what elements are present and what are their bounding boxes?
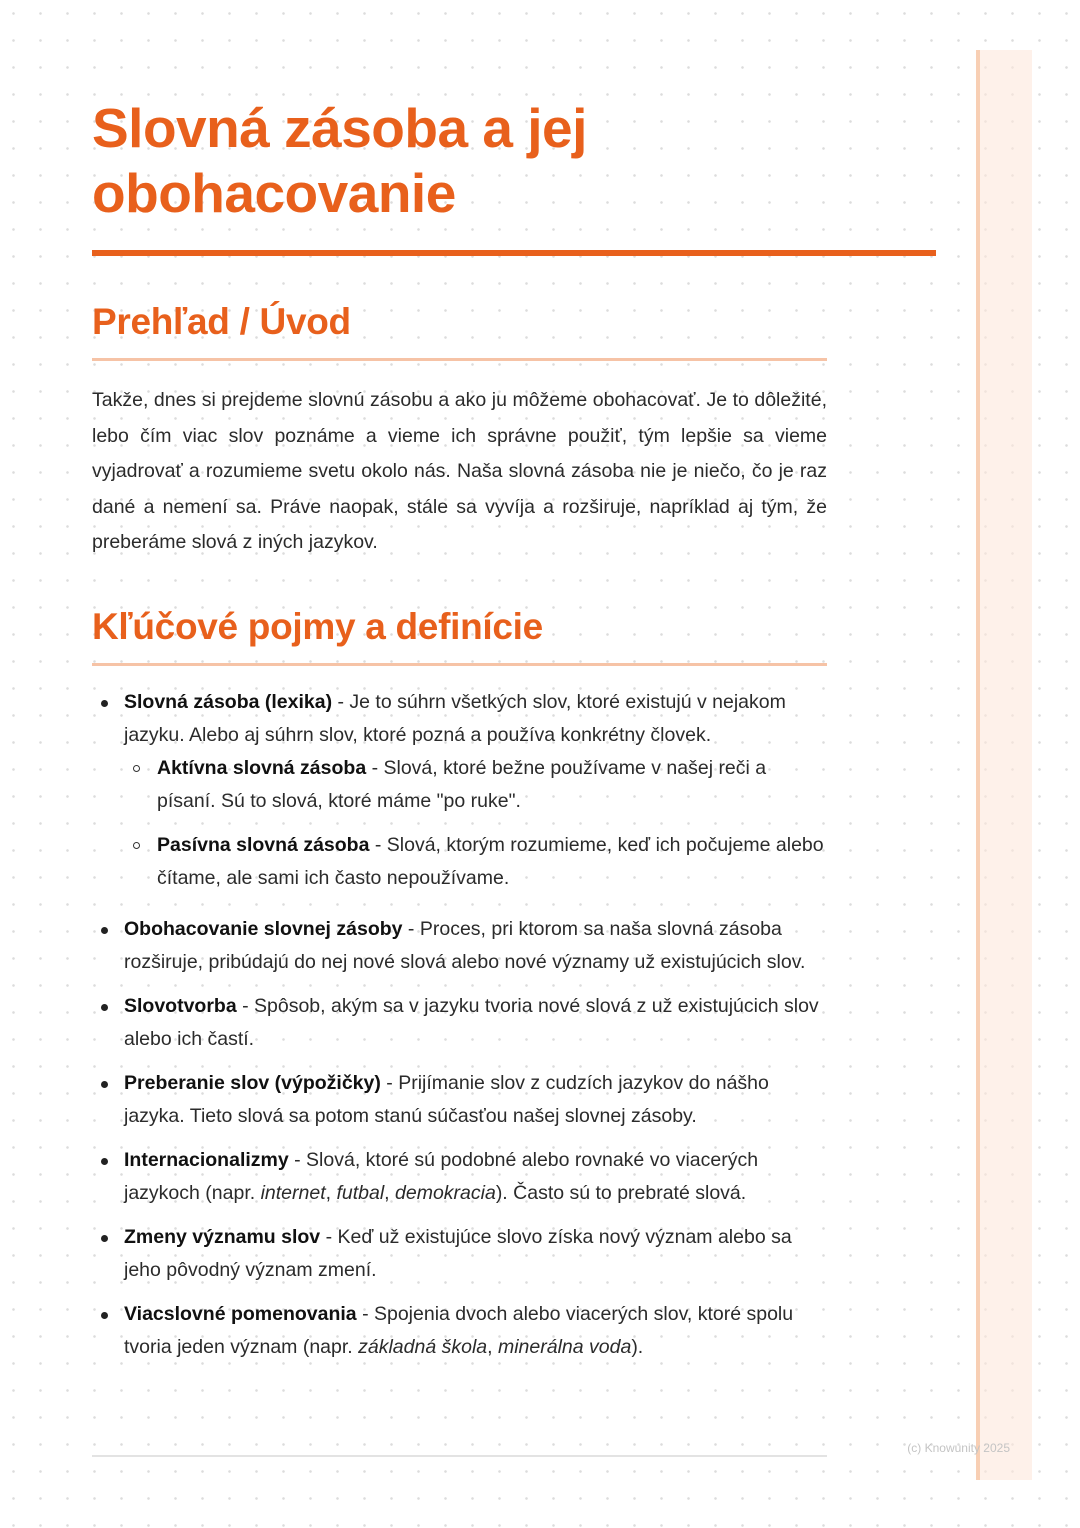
- separator: ,: [325, 1181, 337, 1204]
- overview-text: Takže, dnes si prejdeme slovnú zásobu a ako ju môžeme obohacovať. Je to dôležité, lebo čím viac slov poznáme a vieme ich správne použiť, tým lepšie sa vieme vyjadrovať a rozumieme svetu okolo nás. Naša slovná zásoba nie je niečo, čo je raz dané a nemení sa. Práve naopak, stále sa vyvíja a rozširuje, napríklad aj tým, že preberáme slová z iných jazykov.: [92, 389, 827, 553]
- term-name: Aktívna slovná zásoba: [157, 756, 367, 779]
- term-name: Viacslovné pomenovania: [124, 1302, 357, 1325]
- side-margin-strip: [976, 50, 1032, 1480]
- example-word: demokracia: [395, 1181, 496, 1204]
- term-definition: - Spojenia dvoch alebo viacerých slov, ktoré spolu tvoria jeden význam (napr.: [124, 1302, 794, 1358]
- term-name: Pasívna slovná zásoba: [157, 833, 370, 856]
- example-word: základná škola: [358, 1335, 488, 1358]
- list-item: [92, 1298, 827, 1364]
- list-item: [92, 1144, 827, 1210]
- example-word: internet: [260, 1181, 326, 1204]
- overview-divider: [92, 358, 827, 361]
- term-name: Obohacovanie slovnej zásoby: [124, 917, 403, 940]
- footer-divider: [92, 1455, 827, 1457]
- term-definition: - Je to súhrn všetkých slov, ktoré existujú v nejakom jazyku. Alebo aj súhrn slov, ktoré pozná a používa konkrétny človek.: [124, 690, 786, 746]
- term-definition: - Slová, ktorým rozumieme, keď ich počujeme alebo čítame, ale sami ich často nepoužívame.: [157, 833, 824, 889]
- sub-list-item: [124, 829, 827, 895]
- overview-heading: Prehľad / Úvod: [92, 301, 351, 342]
- list-item: [92, 1067, 827, 1133]
- sub-list: [124, 752, 827, 895]
- terms-heading: Kľúčové pojmy a definície: [92, 605, 543, 647]
- title-divider: [92, 250, 936, 256]
- term-definition: - Slová, ktoré bežne používame v našej reči a písaní. Sú to slová, ktoré máme "po ruke".: [157, 756, 767, 812]
- terms-divider: [92, 663, 827, 666]
- example-word: minerálna voda: [497, 1335, 632, 1358]
- term-definition: - Prijímanie slov z cudzích jazykov do nášho jazyka. Tieto slová sa potom stanú súčasťou našej slovnej zásoby.: [124, 1071, 769, 1127]
- term-name: Internacionalizmy: [124, 1148, 289, 1171]
- list-item: [92, 1221, 827, 1287]
- terms-list: [92, 686, 827, 1364]
- term-name: Slovotvorba: [124, 994, 237, 1017]
- term-definition: - Proces, pri ktorom sa naša slovná zásoba rozširuje, pribúdajú do nej nové slová alebo nové významy už existujúcich slov.: [124, 917, 806, 973]
- list-item: [92, 990, 827, 1056]
- document-body: [92, 96, 936, 1375]
- sub-list-item: [124, 752, 827, 818]
- term-definition-end: ).: [631, 1335, 644, 1358]
- term-name: Preberanie slov (výpožičky): [124, 1071, 381, 1094]
- list-item: [92, 913, 827, 979]
- example-word: futbal: [336, 1181, 385, 1204]
- term-definition: - Spôsob, akým sa v jazyku tvoria nové slová z už existujúcich slov alebo ich častí.: [124, 994, 819, 1050]
- term-definition: - Slová, ktoré sú podobné alebo rovnaké vo viacerých jazykoch (napr.: [124, 1148, 759, 1204]
- copyright-notice: (c) Knowunity 2025: [907, 1441, 1010, 1455]
- separator: ,: [487, 1335, 498, 1358]
- page-title: Slovná zásoba a jej obohacovanie: [92, 97, 587, 224]
- term-name: Zmeny významu slov: [124, 1225, 321, 1248]
- main-column: [92, 300, 827, 1364]
- list-item: [92, 686, 827, 895]
- term-definition: - Keď už existujúce slovo získa nový význam alebo sa jeho pôvodný význam zmení.: [124, 1225, 792, 1281]
- term-definition-end: ). Často sú to prebraté slová.: [495, 1181, 747, 1204]
- term-name: Slovná zásoba (lexika): [124, 690, 333, 713]
- separator: ,: [384, 1181, 396, 1204]
